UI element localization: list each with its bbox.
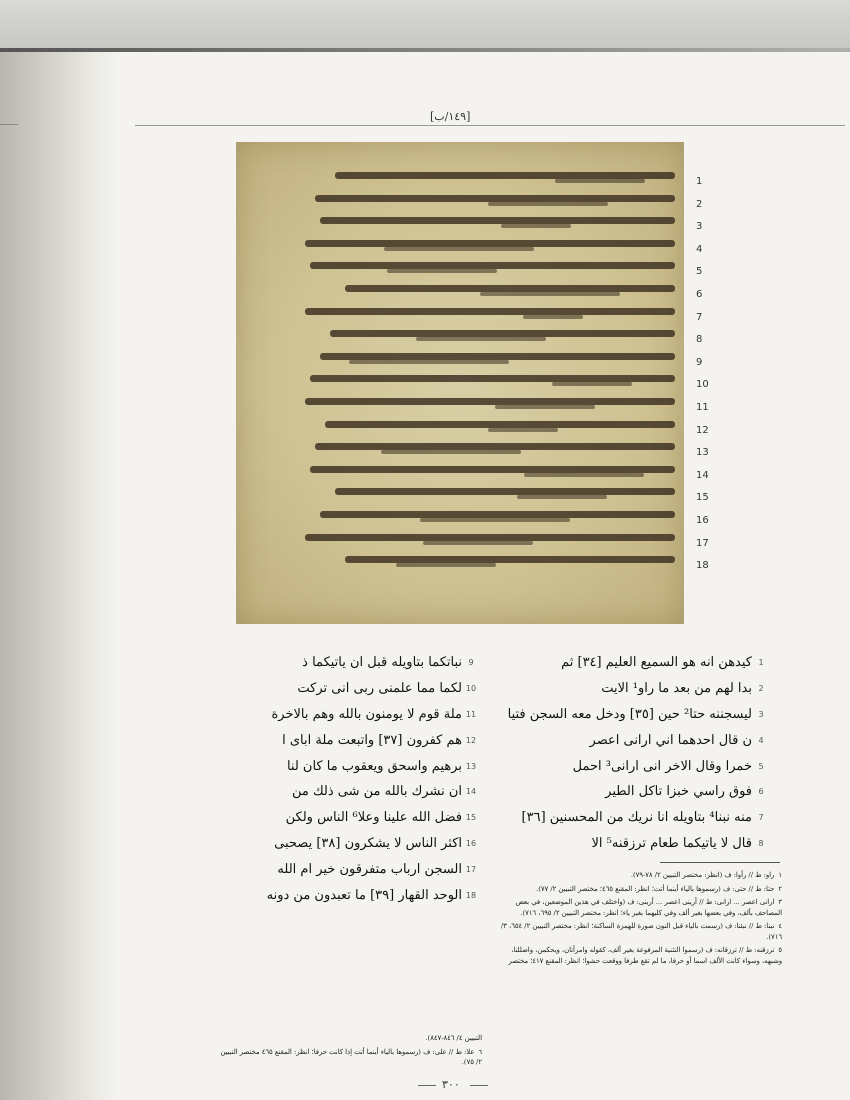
transcription-line-text: ان نشرك بالله من شى ذلك من: [291, 784, 462, 800]
script-stroke: [315, 195, 675, 202]
script-stroke: [488, 428, 558, 432]
transcription-line-text: السجن ارباب متفرقون خير ام الله: [277, 861, 462, 877]
footnote-text: حتا: ط // حتى: ف (رسموها بالياء أينما أتت؛ انظر: المقنع ٤٦٥؛ مختصر التبيين ٢/ ٧٧).: [536, 884, 775, 893]
manuscript-line-number: 18: [696, 560, 709, 572]
script-stroke: [416, 337, 546, 341]
transcription-line: [220, 831, 480, 857]
page-number-rule-left: [418, 1085, 436, 1086]
transcription-left-column: [220, 650, 480, 908]
footnote: [220, 1047, 482, 1068]
page-number: ٣٠٠: [442, 1078, 460, 1091]
script-stroke: [495, 405, 595, 409]
script-stroke: [305, 398, 675, 405]
transcription-line: [500, 831, 770, 857]
script-stroke: [384, 247, 534, 251]
footnote-number: ٢: [778, 884, 782, 893]
manuscript-line: [290, 436, 675, 459]
manuscript-line: [290, 459, 675, 482]
footnote-text: نبنا: ط // نبئنا: ف (رسمت بالياء قبل النون صورة للهمزة الساكنة؛ انظر: مختصر التبيين ٢/ ٦٥٤، ٣/ ٧١٦).: [500, 922, 782, 941]
transcription-line-number: 17: [465, 864, 477, 874]
manuscript-line-number: 15: [696, 492, 709, 504]
page-number-rule-right: [470, 1085, 488, 1086]
transcription-line-number: 8: [758, 838, 764, 848]
transcription-line: [220, 779, 480, 805]
manuscript-line: [290, 346, 675, 369]
manuscript-line-number: 16: [696, 514, 709, 526]
script-stroke: [310, 466, 675, 473]
script-stroke: [335, 488, 675, 495]
transcription-line-text: نباتكما بتاويله قبل ان ياتيكما ذ: [302, 655, 462, 671]
transcription-line-text: اكثر الناس لا يشكرون [٣٨] يصحبى: [274, 835, 462, 851]
footnote: [500, 921, 782, 942]
transcription-line-number: 14: [465, 787, 477, 797]
transcription-line-number: 2: [758, 684, 764, 694]
transcription-line-text: ملة قوم لا يومنون بالله وهم بالاخرة: [271, 706, 462, 722]
script-stroke: [305, 240, 675, 247]
manuscript-line-number: 8: [696, 334, 703, 346]
manuscript-line: [290, 527, 675, 550]
footnote-rule: [660, 862, 780, 863]
transcription-line-number: 5: [758, 761, 764, 771]
manuscript-line-number: 6: [696, 288, 703, 300]
footnote: [500, 870, 782, 881]
script-stroke: [524, 473, 644, 477]
script-stroke: [555, 179, 645, 183]
manuscript-line: [290, 165, 675, 188]
transcription-line: [500, 676, 770, 702]
footnotes-left: [220, 1033, 482, 1071]
script-stroke: [396, 563, 496, 567]
transcription-line-number: 9: [468, 658, 474, 668]
manuscript-line: [290, 233, 675, 256]
footnote-number: ٤: [778, 922, 782, 930]
transcription-line-number: 1: [758, 658, 764, 668]
transcription-line: [220, 676, 480, 702]
footnotes-right: [500, 870, 782, 969]
manuscript-line-number: 7: [696, 311, 703, 323]
transcription-line-number: 3: [758, 709, 764, 719]
footnote-number: ٥: [778, 946, 782, 954]
script-stroke: [330, 330, 675, 337]
footnote-text: راو: ط // رأوا: ف (انظر: مختصر التبيين ٢/ ٧٨-٧٩).: [630, 871, 775, 879]
transcription-line: [220, 650, 480, 676]
manuscript-line-number: 10: [696, 379, 709, 391]
manuscript-line: [290, 549, 675, 572]
transcription-line: [220, 882, 480, 908]
footnote-text: ترزقنه: ط // ترزقانه: ف (رسموا التثنية المرفوعة بغير ألف، كقوله وامرأتان، ويحكمن، واضللنا، وشبهه، وسواء كانت الألف اسما أو حرفا، ما لم تقع طرفا ووقعت حشوا؛ انظر: المقنع ٤١٧؛ مختصر: [508, 946, 782, 965]
folio-label: [١٤٩/ب]: [430, 110, 471, 123]
script-stroke: [423, 541, 533, 545]
transcription-line-text: كيدهن انه هو السميع العليم [٣٤] ثم: [561, 655, 752, 671]
transcription-line-number: 13: [465, 761, 477, 771]
transcription-line: [500, 753, 770, 779]
script-stroke: [501, 224, 571, 228]
manuscript-line-number: 11: [696, 401, 709, 413]
script-stroke: [320, 511, 675, 518]
script-stroke: [480, 292, 620, 296]
script-stroke: [320, 217, 675, 224]
transcription-line: [220, 856, 480, 882]
manuscript-line: [290, 278, 675, 301]
transcription-line-number: 4: [758, 735, 764, 745]
footnote-text: ارانى اعصر ... ارانى: ط // أرينى اعصر ... أرينى: ف (واختلف في هذين الموضعين، في بعض المصاحف بألف، وفي بعضها بغير ألف وفي كليهما بغير ياء؛ انظر: مختصر التبيين ٢/ ٦٩٥، ٧١٦).: [515, 898, 782, 917]
script-stroke: [315, 443, 675, 450]
script-stroke: [305, 534, 675, 541]
transcription-line: [500, 702, 770, 728]
transcription-line-text: بدا لهم من بعد ما راو¹ الايت: [601, 681, 752, 697]
transcription-line-text: الوحد القهار [٣٩] ما تعبدون من دونه: [266, 887, 462, 903]
transcription-line-text: فوق راسي خبزا تاكل الطير: [605, 784, 752, 800]
header-rule: [135, 125, 845, 126]
manuscript-line: [290, 414, 675, 437]
transcription-line-text: فضل الله علينا وعلا⁶ الناس ولكن: [285, 810, 462, 826]
transcription-line-number: 15: [465, 813, 477, 823]
manuscript-line-number: 2: [696, 198, 703, 210]
transcription-line-number: 10: [465, 684, 477, 694]
transcription-line: [220, 727, 480, 753]
manuscript-line: [290, 301, 675, 324]
transcription-line-number: 11: [465, 709, 477, 719]
script-stroke: [310, 375, 675, 382]
script-stroke: [420, 518, 570, 522]
footnote-text: علا: ط // على: ف (رسموها بالياء أينما أتت إذا كانت حرفا؛ انظر: المقنع ٤٦٥ مختصر التبيين ٢/ ٧٥).: [220, 1047, 482, 1066]
transcription-line-number: 18: [465, 890, 477, 900]
script-stroke: [310, 262, 675, 269]
margin-tick: [0, 124, 18, 125]
script-stroke: [345, 285, 675, 292]
manuscript-line-number: 1: [696, 176, 703, 187]
manuscript-line: [290, 210, 675, 233]
script-stroke: [345, 556, 675, 563]
manuscript-line: [290, 255, 675, 278]
transcription-line: [220, 753, 480, 779]
footnote-number: ٣: [778, 898, 782, 906]
transcription-line: [220, 702, 480, 728]
manuscript-line-number: 3: [696, 221, 703, 233]
manuscript-line: [290, 504, 675, 527]
scan-top-shadow: [0, 0, 850, 48]
script-stroke: [325, 421, 675, 428]
transcription-right-column: [500, 650, 770, 856]
footnote-number: ١: [778, 871, 782, 879]
script-stroke: [523, 315, 583, 319]
transcription-line: [500, 805, 770, 831]
script-stroke: [381, 450, 521, 454]
script-stroke: [305, 308, 675, 315]
footnote: [500, 884, 782, 895]
manuscript-line-number: 5: [696, 266, 703, 278]
script-stroke: [552, 382, 632, 386]
footnote-number: ٦: [478, 1047, 482, 1056]
manuscript-line-number: 13: [696, 447, 709, 459]
manuscript-line: [290, 368, 675, 391]
manuscript-script-lines: [290, 165, 675, 572]
footnote: [220, 1033, 482, 1044]
transcription-line-text: منه نبنا⁴ بتاويله انا نريك من المحسنين [٣٦]: [521, 810, 752, 826]
book-spine-shadow: [0, 48, 120, 1100]
transcription-line-number: 12: [465, 735, 477, 745]
script-stroke: [517, 495, 607, 499]
manuscript-line-number: 9: [696, 356, 703, 368]
transcription-line-text: لكما مما علمنى ربى انى تركت: [297, 681, 462, 697]
manuscript-line: [290, 188, 675, 211]
transcription-line-text: خمرا وقال الاخر انى ارانى³ احمل: [572, 758, 752, 774]
transcription-line-number: 6: [758, 787, 764, 797]
script-stroke: [349, 360, 509, 364]
transcription-line-text: ن قال احدهما اني ارانى اعصر: [589, 732, 752, 748]
transcription-line: [500, 727, 770, 753]
transcription-line: [220, 805, 480, 831]
manuscript-line: [290, 391, 675, 414]
transcription-line: [500, 650, 770, 676]
transcription-line: [500, 779, 770, 805]
manuscript-line: [290, 323, 675, 346]
script-stroke: [335, 172, 675, 179]
transcription-line-number: 7: [758, 813, 764, 823]
script-stroke: [488, 202, 608, 206]
footnote: [500, 945, 782, 966]
transcription-line-number: 16: [465, 838, 477, 848]
manuscript-line-numbers: [696, 176, 726, 583]
footnote-text: التبيين ٤/ ٨٤٦-٨٤٧).: [425, 1034, 482, 1042]
transcription-line-text: برهيم واسحق ويعقوب ما كان لنا: [286, 758, 462, 774]
transcription-line-text: ليسجننه حتا² حين [٣٥] ودخل معه السجن فتيا: [507, 706, 752, 722]
page-top-edge: [0, 48, 850, 52]
footnote: [500, 897, 782, 918]
manuscript-line-number: 17: [696, 537, 709, 549]
manuscript-line-number: 14: [696, 469, 709, 481]
script-stroke: [387, 269, 497, 273]
script-stroke: [320, 353, 675, 360]
manuscript-line-number: 12: [696, 424, 709, 436]
manuscript-line: [290, 481, 675, 504]
transcription-line-text: قال لا ياتيكما طعام ترزقنه⁵ الا: [591, 835, 752, 851]
transcription-line-text: هم كفرون [٣٧] واتبعت ملة اباى ا: [282, 732, 462, 748]
manuscript-line-number: 4: [696, 243, 703, 255]
